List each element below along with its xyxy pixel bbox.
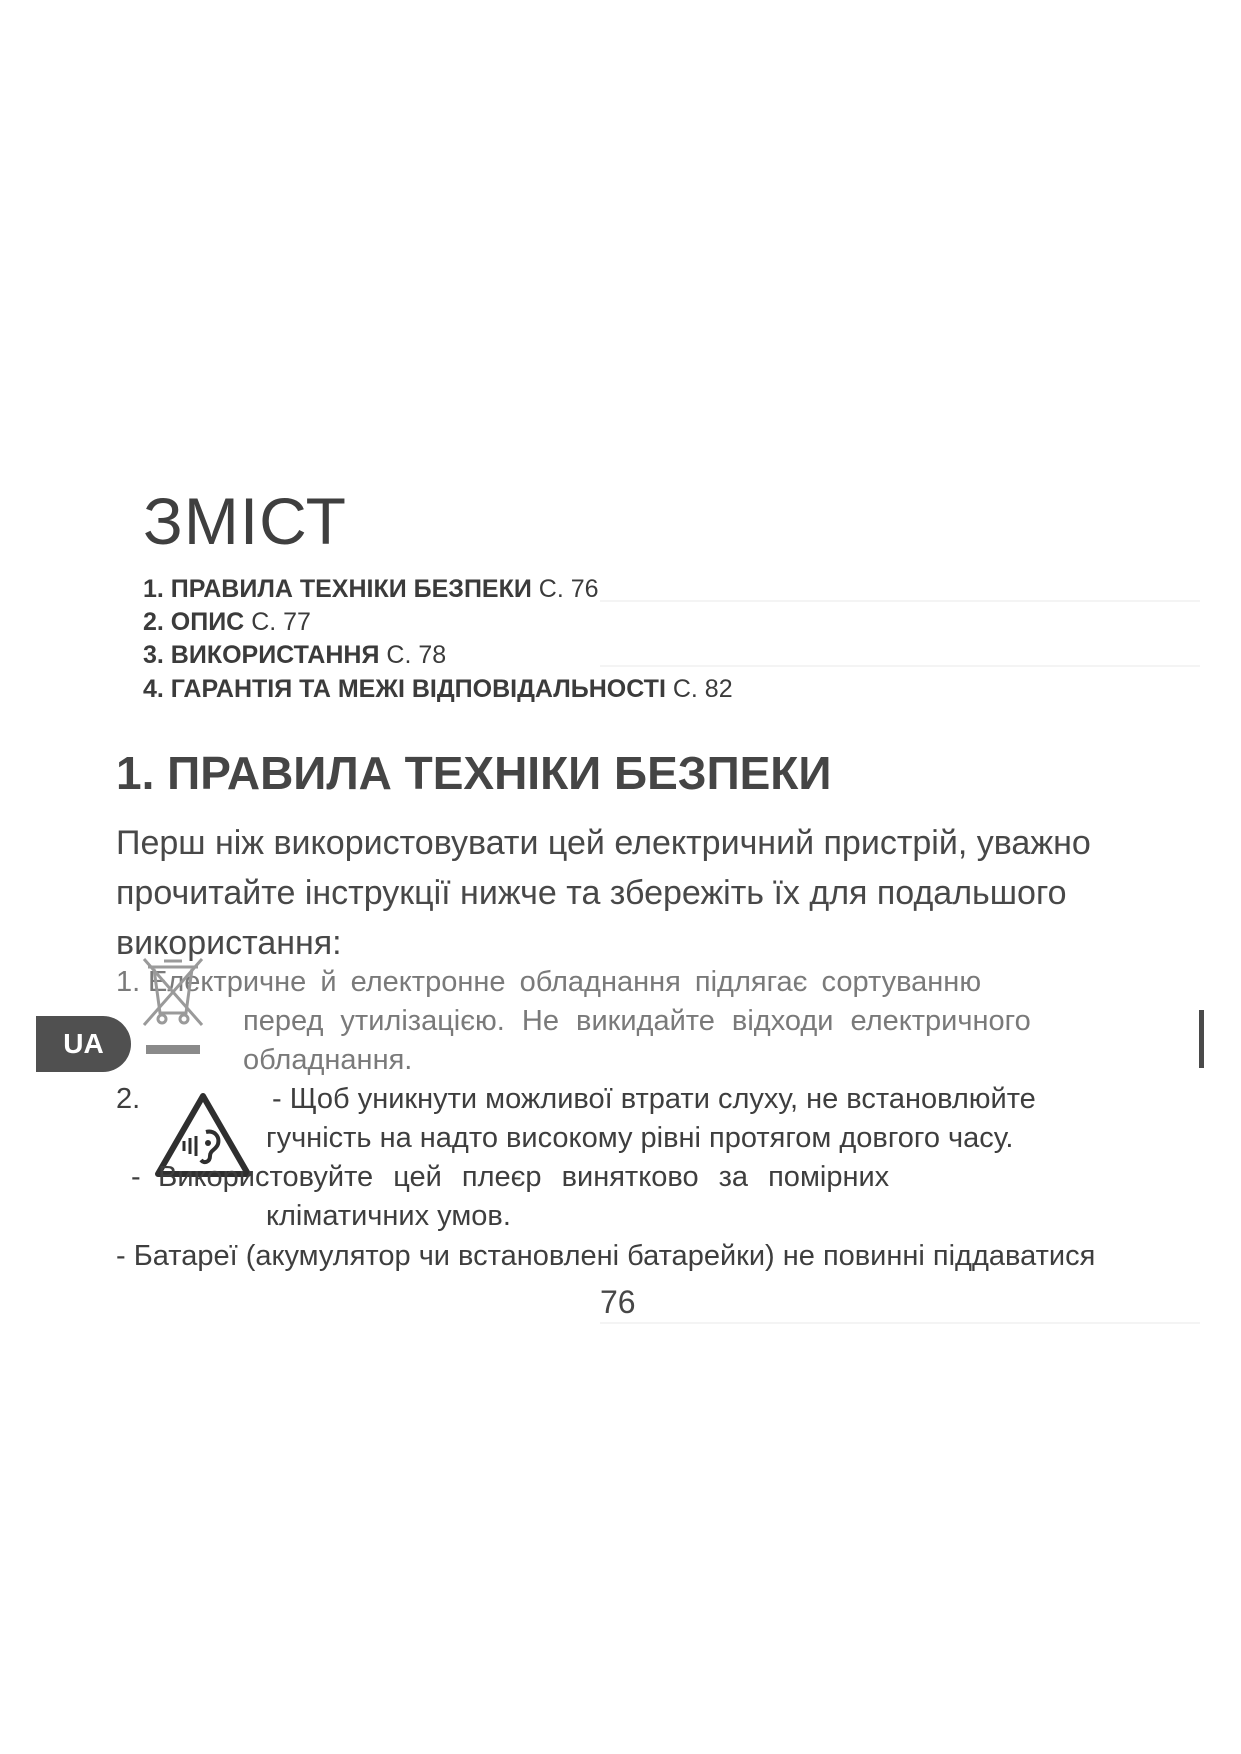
toc-item-label: 2. ОПИС <box>143 608 245 636</box>
bullet2-line: - Батареї (акумулятор чи встановлені батарейки) не повинні піддаватися <box>116 1240 1096 1272</box>
scan-artifact <box>600 665 1200 667</box>
toc-item-page: С. 77 <box>251 608 311 636</box>
toc-item-1[interactable] <box>143 577 599 602</box>
page-number: 76 <box>600 1284 636 1320</box>
bullet1-line-1: Використовуйте цей плеєр винятково за помірних <box>158 1161 890 1193</box>
toc-item-page: С. 78 <box>386 641 447 669</box>
toc-item-label: 1. ПРАВИЛА ТЕХНІКИ БЕЗПЕКИ <box>143 575 532 603</box>
item1-number: 1. <box>116 966 141 998</box>
toc-item-label: 4. ГАРАНТІЯ ТА МЕЖІ ВІДПОВІДАЛЬНОСТІ <box>143 675 666 703</box>
language-tab-ua[interactable]: UA <box>36 1016 131 1072</box>
weee-bin-icon <box>138 955 208 1065</box>
item2-line-1: - Щоб уникнути можливої втрати слуху, не встановлюйте <box>272 1083 1036 1115</box>
page-edge-marker <box>1199 1010 1204 1068</box>
toc-item-label: 3. ВИКОРИСТАННЯ <box>143 641 380 669</box>
scan-artifact <box>600 1322 1200 1324</box>
item1-line-3: обладнання. <box>243 1044 413 1076</box>
intro-line-2: прочитайте інструкції нижче та збережіть їх для подальшого <box>116 874 1067 912</box>
section-heading: 1. ПРАВИЛА ТЕХНІКИ БЕЗПЕКИ <box>116 747 832 799</box>
toc-item-page: С. 82 <box>672 675 733 703</box>
toc-item-3[interactable] <box>143 643 446 668</box>
toc-item-page: С. 76 <box>538 575 599 603</box>
bullet1-line-2: кліматичних умов. <box>266 1200 511 1232</box>
item2-number: 2. <box>116 1083 141 1115</box>
intro-line-1: Перш ніж використовувати цей електричний пристрій, уважно <box>116 824 1091 862</box>
bullet1-dash: - <box>131 1161 141 1193</box>
toc-item-2[interactable] <box>143 610 311 635</box>
item2-line-2: гучність на надто високому рівні протягом довгого часу. <box>266 1122 1014 1154</box>
intro-line-3: використання: <box>116 924 342 962</box>
scan-artifact <box>600 600 1200 602</box>
toc-title: ЗМІСТ <box>143 484 347 558</box>
item1-line-1: Електричне й електронне обладнання підлягає сортуванню <box>148 966 982 998</box>
toc-item-4[interactable] <box>143 677 733 702</box>
item1-line-2: перед утилізацією. Не викидайте відходи електричного <box>243 1005 1031 1037</box>
